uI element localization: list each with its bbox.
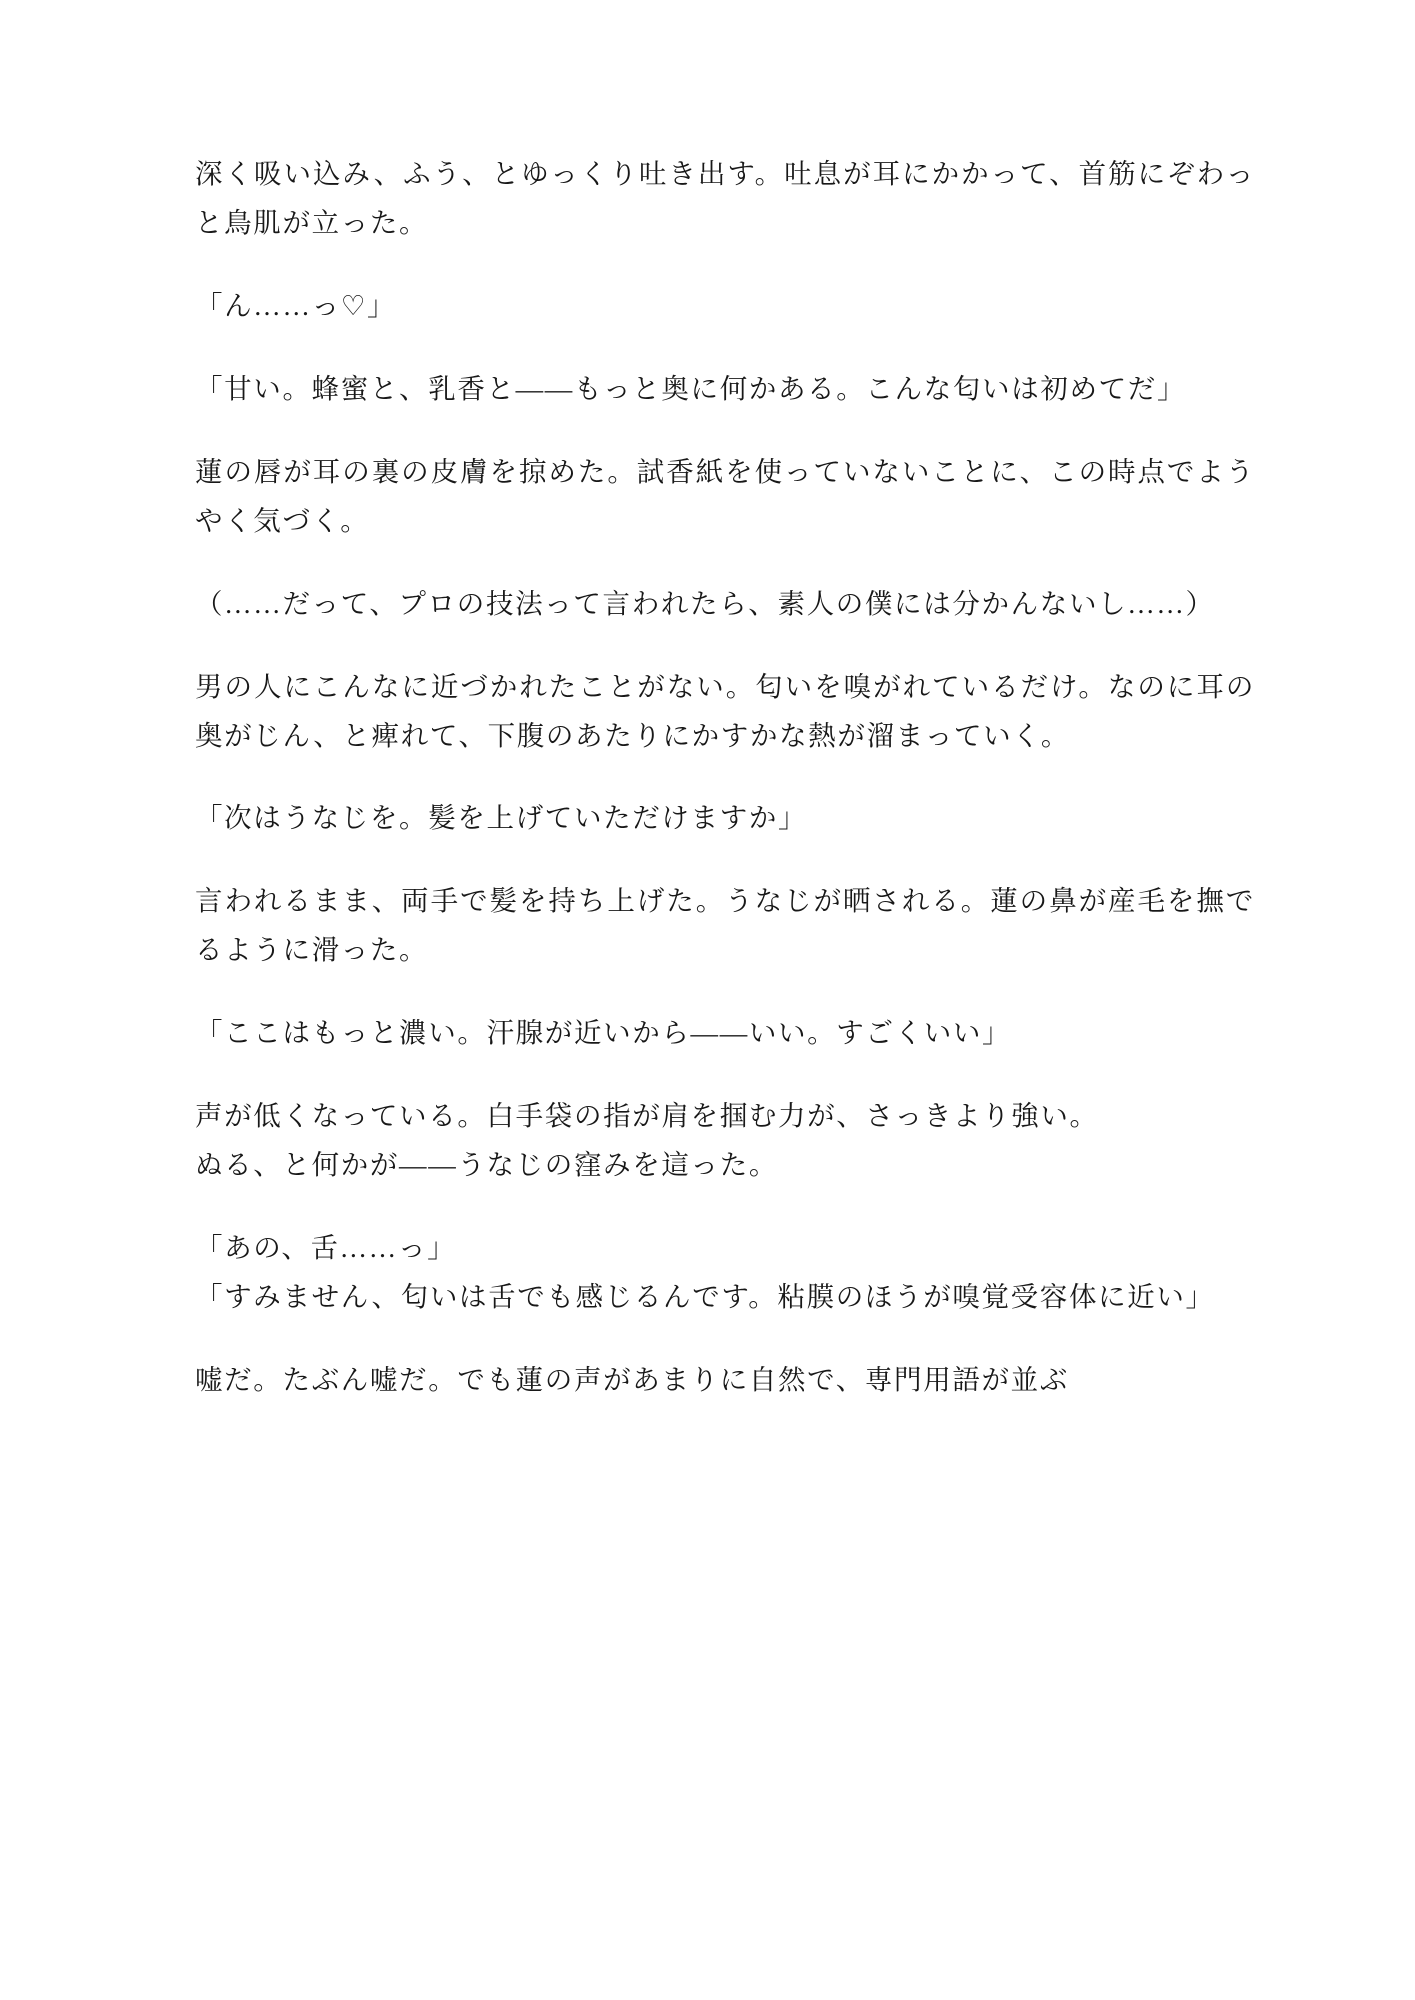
- paragraph: 嘘だ。たぶん嘘だ。でも蓮の声があまりに自然で、専門用語が並ぶ: [195, 1363, 1069, 1395]
- paragraph: 男の人にこんなに近づかれたことがない。匂いを嗅がれているだけ。なのに耳の奥がじん、と痺れて、下腹のあたりにかすかな熱が溜まっていく。: [195, 670, 1255, 751]
- paragraph: 「甘い。蜂蜜と、乳香と——もっと奥に何かある。こんな匂いは初めてだ」: [195, 372, 1187, 404]
- paragraph: 深く吸い込み、ふう、とゆっくり吐き出す。吐息が耳にかかって、首筋にぞわっと鳥肌が立った。: [195, 158, 1255, 238]
- page-body: [195, 150, 1255, 1405]
- paragraph: ぬる、と何かが——うなじの窪みを這った。: [195, 1149, 778, 1181]
- paragraph: 「ん……っ♡」: [195, 289, 397, 321]
- paragraph: 声が低くなっている。白手袋の指が肩を掴む力が、さっきより強い。: [195, 1100, 1099, 1132]
- paragraph: （……だって、プロの技法って言われたら、素人の僕には分かんないし……）: [195, 587, 1215, 619]
- paragraph: 蓮の唇が耳の裏の皮膚を掠めた。試香紙を使っていないことに、この時点でようやく気づく。: [195, 455, 1255, 536]
- paragraph: 「次はうなじを。髪を上げていただけますか」: [195, 802, 808, 834]
- paragraph: 「あの、舌……っ」: [195, 1232, 457, 1264]
- paragraph: 「ここはもっと濃い。汗腺が近いから——いい。すごくいい」: [195, 1017, 1012, 1049]
- paragraph: 「すみません、匂いは舌でも感じるんです。粘膜のほうが嗅覚受容体に近い」: [195, 1281, 1215, 1312]
- paragraph: 言われるまま、両手で髪を持ち上げた。うなじが晒される。蓮の鼻が産毛を撫でるように滑った。: [195, 885, 1255, 966]
